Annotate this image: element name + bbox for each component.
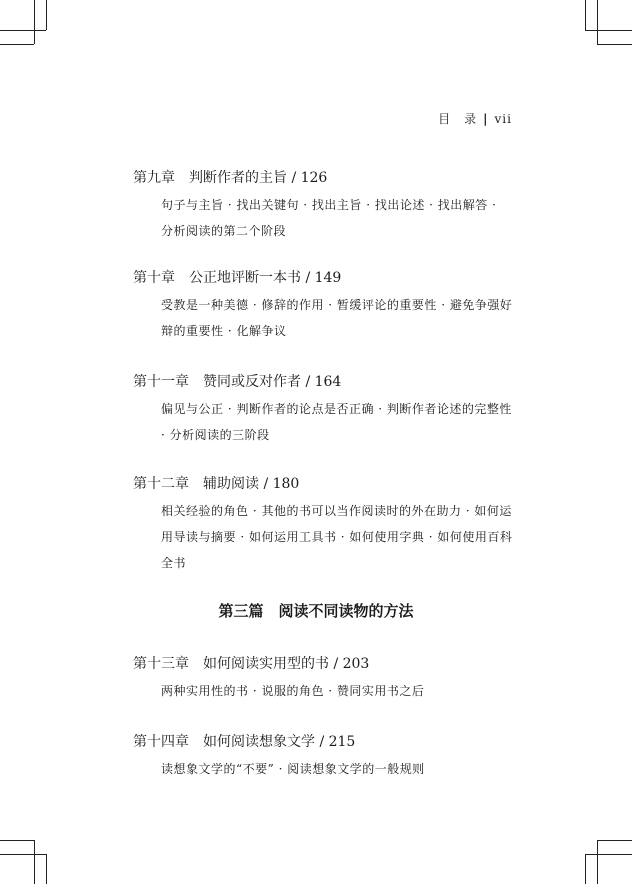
crop-mark-top-right-v2	[597, 0, 598, 44]
chapter-title: 第十二章 辅助阅读 / 180	[133, 476, 300, 492]
running-header	[438, 110, 512, 127]
chapter-title: 第九章 判断作者的主旨 / 126	[133, 170, 328, 186]
chapter-title: 第十章 公正地评断一本书 / 149	[133, 270, 342, 286]
chapter-description: 两种实用性的书 · 说服的角色 · 赞同实用书之后	[161, 684, 425, 698]
crop-mark-top-left-h2	[0, 44, 34, 45]
chapter-title: 第十一章 赞同或反对作者 / 164	[133, 374, 342, 390]
chapter-11	[133, 372, 513, 448]
crop-mark-bottom-left-v2	[46, 854, 47, 884]
chapter-description: 偏见与公正 · 判断作者的论点是否正确 · 判断作者论述的完整性 · 分析阅读的三阶段	[161, 402, 512, 442]
chapter-14	[133, 732, 513, 782]
part-title: 第三篇 阅读不同读物的方法	[218, 602, 414, 620]
crop-mark-top-right-v	[585, 0, 586, 30]
header-separator: |	[483, 111, 489, 126]
crop-mark-bottom-left-h	[0, 840, 34, 841]
chapter-title: 第十三章 如何阅读实用型的书 / 203	[133, 656, 370, 672]
crop-mark-top-left-h	[0, 30, 46, 31]
crop-mark-bottom-right-v	[585, 854, 586, 884]
crop-mark-bottom-left-v	[34, 840, 35, 884]
crop-mark-bottom-right-v2	[597, 840, 598, 884]
crop-mark-bottom-right-h	[597, 840, 632, 841]
chapter-description: 相关经验的角色 · 其他的书可以当作阅读时的外在助力 · 如何运用导读与摘要 · 如何运用工具书 · 如何使用字典 · 如何使用百科全书	[161, 504, 513, 570]
crop-mark-top-left-v2	[46, 0, 47, 30]
crop-mark-top-left-v	[34, 0, 35, 44]
chapter-title: 第十四章 如何阅读想象文学 / 215	[133, 734, 356, 750]
crop-mark-top-right-h2	[597, 44, 632, 45]
header-section: 目 录	[438, 112, 478, 126]
chapter-12	[133, 474, 513, 576]
chapter-10	[133, 268, 513, 344]
chapter-description: 句子与主旨 · 找出关键句 · 找出主旨 · 找出论述 · 找出解答 · 分析阅读的第二个阶段	[161, 198, 497, 238]
crop-mark-bottom-right-h2	[585, 854, 632, 855]
chapter-description: 受教是一种美德 · 修辞的作用 · 暂缓评论的重要性 · 避免争强好辩的重要性 · 化解争议	[161, 298, 513, 338]
crop-mark-top-right-h	[585, 30, 632, 31]
chapter-description: 读想象文学的“不要” · 阅读想象文学的一般规则	[161, 762, 425, 776]
chapter-13	[133, 654, 513, 704]
chapter-9	[133, 168, 513, 244]
crop-mark-bottom-left-h2	[0, 854, 46, 855]
header-page-number: vii	[494, 111, 512, 126]
